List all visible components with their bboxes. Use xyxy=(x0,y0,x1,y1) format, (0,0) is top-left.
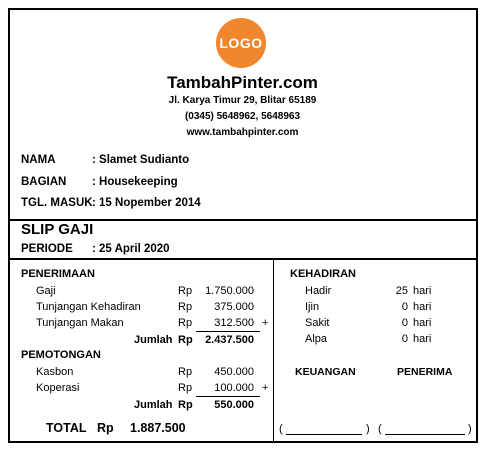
income-item-amount: 375.000 xyxy=(214,301,254,313)
period-label: PERIODE xyxy=(21,243,73,255)
attendance-item-label: Hadir xyxy=(305,285,332,297)
deduction-item-amount: 450.000 xyxy=(214,366,254,378)
company-name: TambahPinter.com xyxy=(167,73,318,92)
total-amount: 1.887.500 xyxy=(130,421,186,435)
income-item-label: Tunjangan Kehadiran xyxy=(36,301,141,313)
company-logo: LOGO xyxy=(216,18,266,68)
divider xyxy=(8,258,478,260)
start-date-value: : 15 Nopember 2014 xyxy=(92,197,201,209)
attendance-count: 25 xyxy=(395,285,408,297)
income-item-label: Gaji xyxy=(36,285,56,297)
currency-label: Rp xyxy=(178,285,193,297)
sum-underline xyxy=(196,331,260,332)
receiver-signature-label: PENERIMA xyxy=(397,366,453,378)
name-label: NAMA xyxy=(21,154,56,166)
company-address: Jl. Karya Timur 29, Blitar 65189 xyxy=(168,95,317,106)
income-item-label: Tunjangan Makan xyxy=(36,317,124,329)
deduction-total-amount: 550.000 xyxy=(214,399,254,411)
attendance-item-label: Alpa xyxy=(305,333,328,345)
slip-title: SLIP GAJI xyxy=(21,221,94,238)
period-value: : 25 April 2020 xyxy=(92,243,170,255)
plus-sign: + xyxy=(262,317,269,329)
signature-bracket: ( xyxy=(279,423,283,435)
department-value: : Housekeeping xyxy=(92,176,178,188)
attendance-item-label: Ijin xyxy=(305,301,320,313)
currency-label: Rp xyxy=(178,399,193,411)
attendance-unit: hari xyxy=(413,301,432,313)
start-date-label: TGL. MASUK xyxy=(21,197,93,209)
currency-label: Rp xyxy=(178,317,193,329)
company-website: www.tambahpinter.com xyxy=(186,127,299,138)
deductions-heading: PEMOTONGAN xyxy=(21,349,101,361)
income-heading: PENERIMAAN xyxy=(21,268,95,280)
attendance-item-label: Sakit xyxy=(305,317,330,329)
attendance-unit: hari xyxy=(413,317,432,329)
attendance-heading: KEHADIRAN xyxy=(290,268,356,280)
plus-sign: + xyxy=(262,382,269,394)
signature-bracket: ( xyxy=(378,423,382,435)
name-value: : Slamet Sudianto xyxy=(92,154,190,166)
deduction-item-amount: 100.000 xyxy=(214,382,254,394)
company-phone: (0345) 5648962, 5648963 xyxy=(184,111,301,122)
attendance-unit: hari xyxy=(413,333,432,345)
sum-underline xyxy=(196,396,260,397)
department-label: BAGIAN xyxy=(21,176,67,188)
deduction-total-label: Jumlah xyxy=(134,399,173,411)
attendance-unit: hari xyxy=(413,285,432,297)
deduction-item-label: Kasbon xyxy=(36,366,74,378)
attendance-count: 0 xyxy=(401,317,408,329)
column-divider xyxy=(273,259,274,442)
income-total-label: Jumlah xyxy=(134,334,173,346)
income-item-amount: 312.500 xyxy=(214,317,254,329)
finance-signature-label: KEUANGAN xyxy=(295,366,356,378)
currency-label: Rp xyxy=(178,301,193,313)
total-currency: Rp xyxy=(97,421,114,435)
currency-label: Rp xyxy=(178,366,193,378)
currency-label: Rp xyxy=(178,382,193,394)
finance-signature-line xyxy=(286,434,362,435)
signature-bracket: ) xyxy=(366,423,370,435)
income-item-amount: 1.750.000 xyxy=(205,285,254,297)
total-label: TOTAL xyxy=(46,421,87,435)
income-total-amount: 2.437.500 xyxy=(205,334,254,346)
receiver-signature-line xyxy=(385,434,465,435)
currency-label: Rp xyxy=(178,334,193,346)
attendance-count: 0 xyxy=(401,301,408,313)
signature-bracket: ) xyxy=(468,423,472,435)
attendance-count: 0 xyxy=(401,333,408,345)
deduction-item-label: Koperasi xyxy=(36,382,80,394)
